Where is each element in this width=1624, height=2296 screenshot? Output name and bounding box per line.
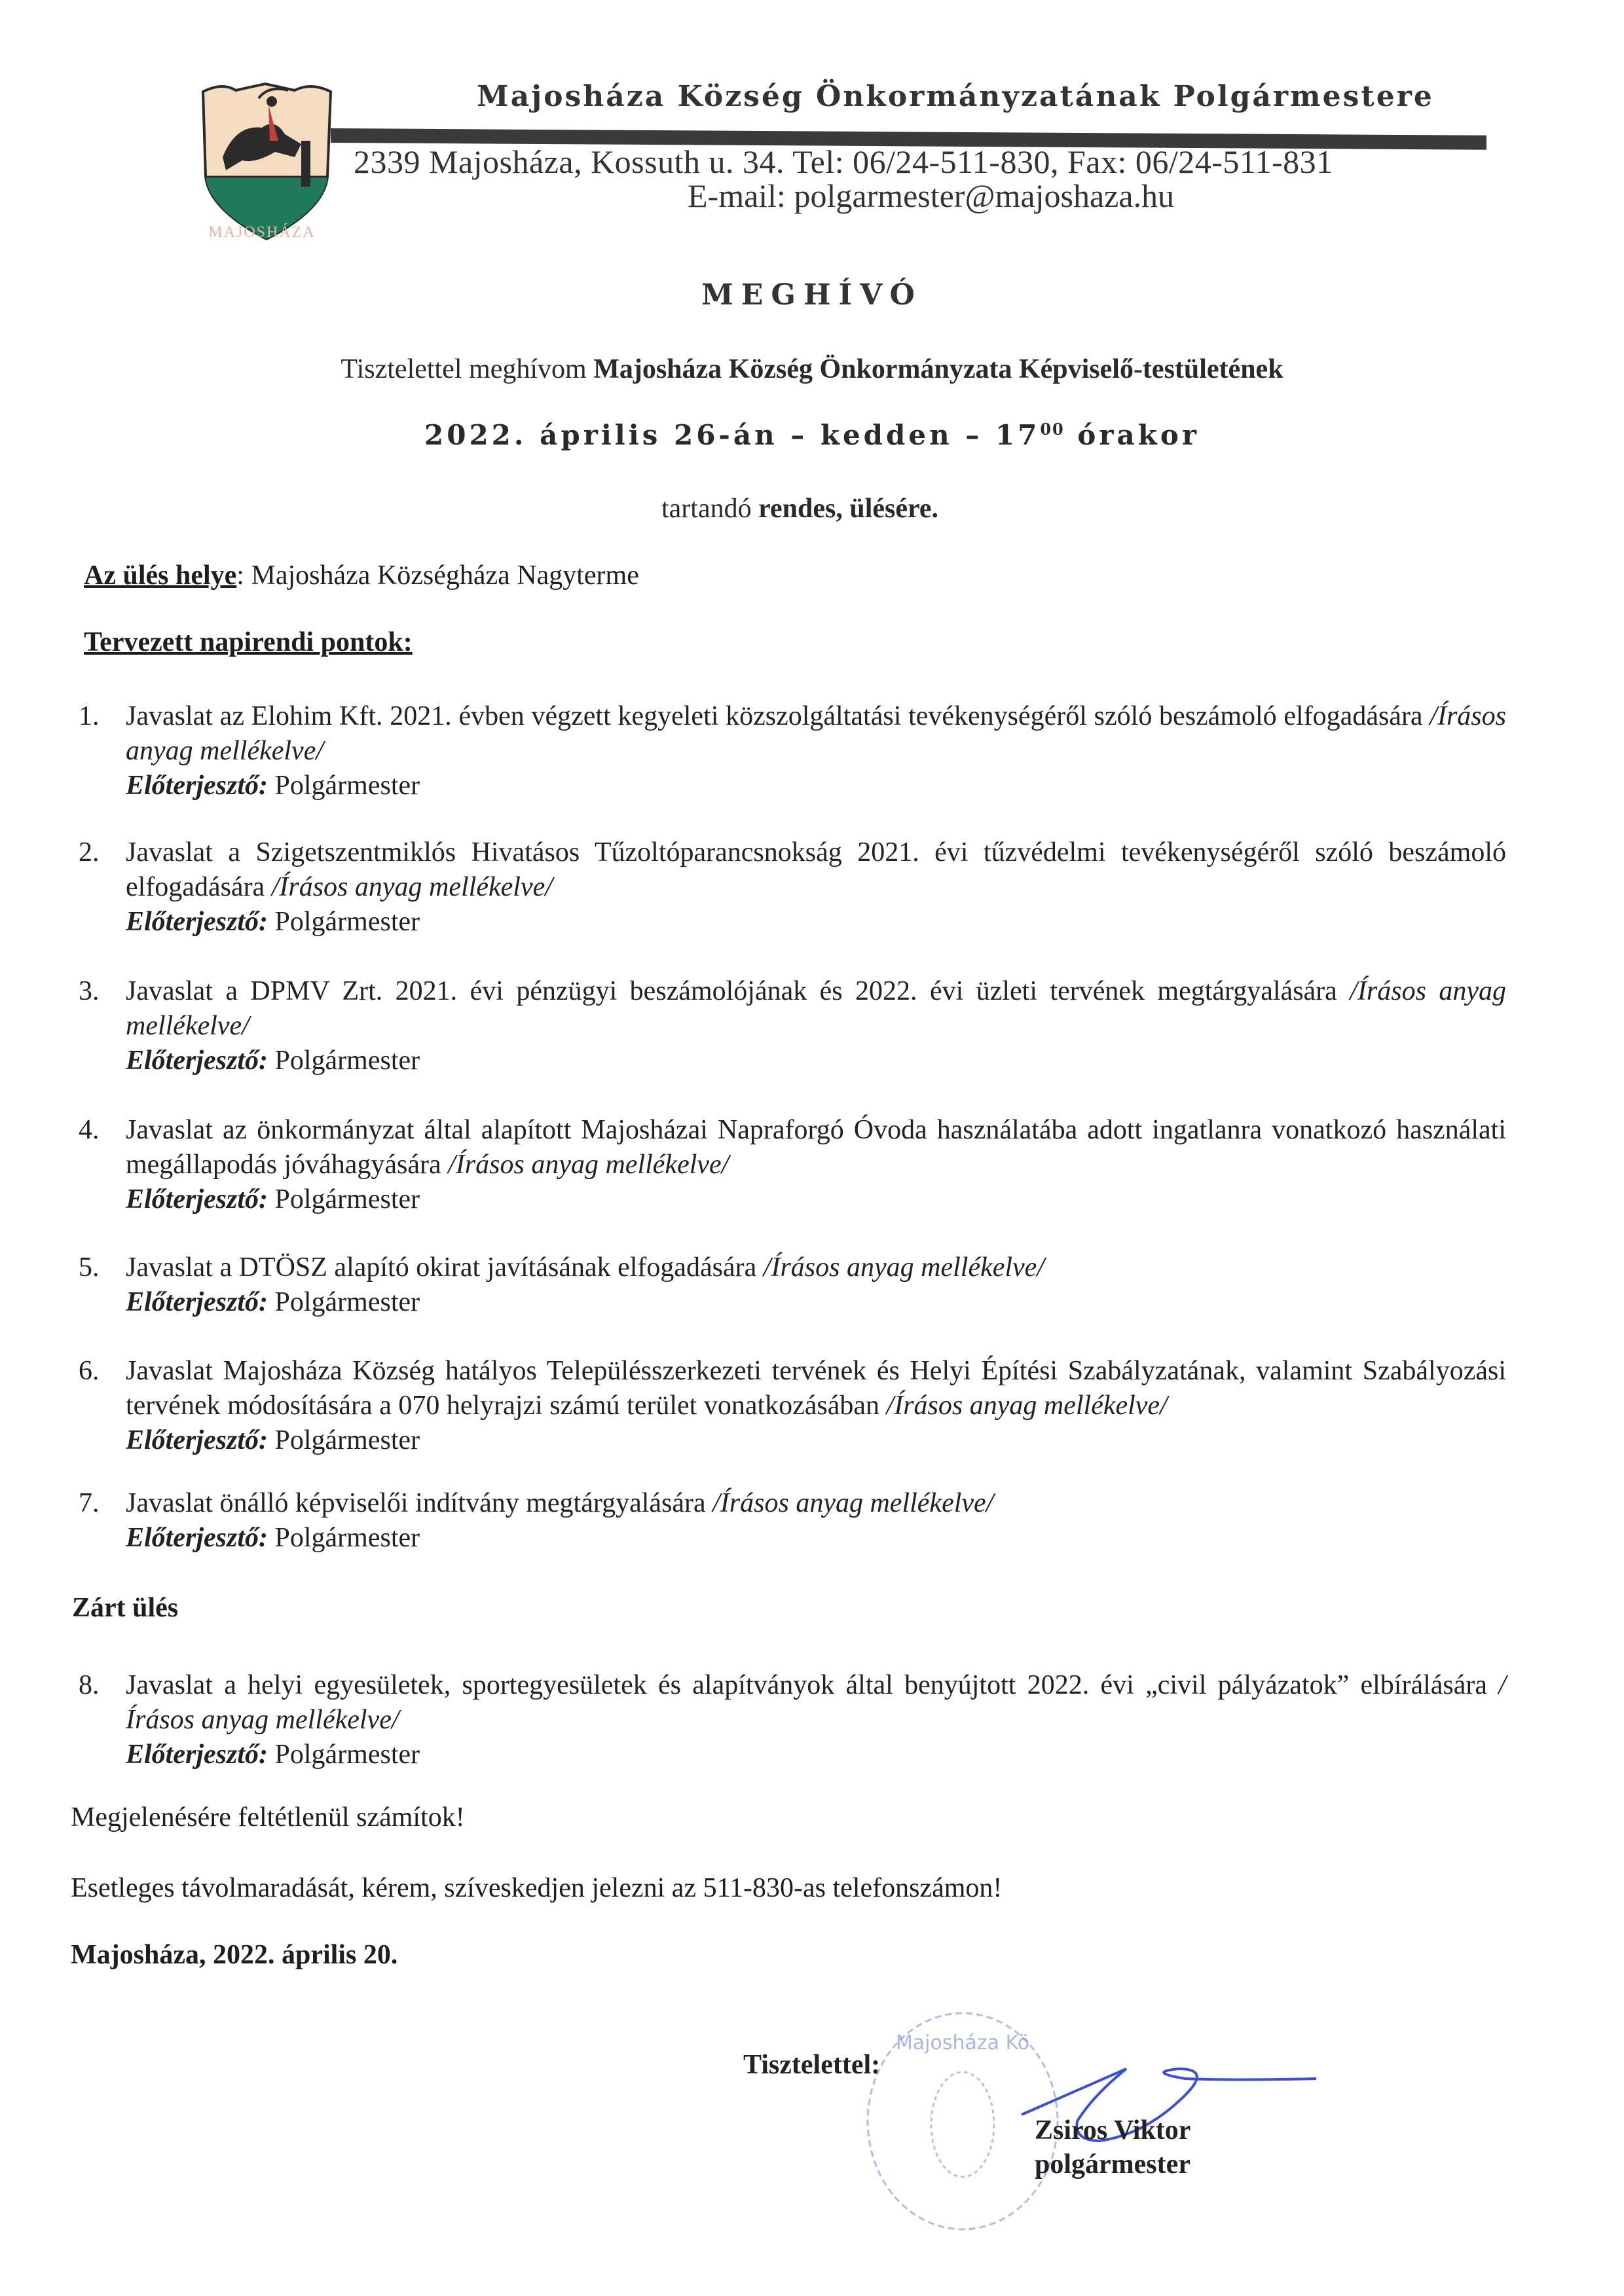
session-line <box>661 493 938 524</box>
presenter-value: Polgármester <box>274 1287 420 1317</box>
agenda-heading-text: Tervezett napirendi pontok: <box>84 627 413 657</box>
letterhead-title: Majosháza Község Önkormányzatának Polgármestere <box>477 80 1434 113</box>
agenda-item-number: 1. <box>79 701 100 731</box>
signatory-role: polgármester <box>1035 2149 1190 2179</box>
logo-caption: MAJOSHÁZA <box>208 224 316 241</box>
agenda-item: 4. Javaslat az önkormányzat által alapított Majosházai Napraforgó Óvoda használatába adott ingatlanra vonatkozó használati megállapodás jóváhagyására /Írásos anyag mellékelve/ Előterjesztő: Polgármester <box>79 1113 1506 1217</box>
document-title: MEGHÍVÓ <box>701 278 923 312</box>
agenda-item: 6. Javaslat Majosháza Község hatályos Településszerkezeti tervének és Helyi Építési Szabályzatának, valamint Szabályozási tervének módosítására a 070 helyrajzi számú terület vonatkozásában /Írásos anyag mellékelve/ Előterjesztő: Polgármester <box>79 1354 1506 1458</box>
venue-line <box>84 560 639 591</box>
presenter-label: Előterjesztő <box>126 1184 259 1214</box>
agenda-item-text: Javaslat a DTÖSZ alapító okirat javításának elfogadására <box>126 1252 764 1283</box>
agenda-item-number: 7. <box>79 1488 100 1518</box>
agenda-item-number: 4. <box>79 1115 100 1145</box>
agenda-item-note: /Írásos anyag mellékelve/ <box>271 872 553 902</box>
agenda-item-note: /Írásos anyag mellékelve/ <box>126 701 1506 766</box>
coat-of-arms-icon <box>196 79 337 242</box>
presenter-label: Előterjesztő <box>126 907 259 937</box>
agenda-item-number: 8. <box>79 1670 100 1700</box>
svg-text:Majosháza Kö: Majosháza Kö <box>895 2032 1030 2054</box>
agenda-item-note: /Írásos anyag mellékelve/ <box>886 1391 1168 1421</box>
agenda-item: 8. Javaslat a helyi egyesületek, sportegyesületek és alapítványok által benyújtott 2022. évi „civil pályázatok” elbírálására /Írásos anyag mellékelve/ Előterjesztő: Polgármester <box>79 1668 1506 1772</box>
signature-greeting: Tisztelettel: <box>743 2050 881 2080</box>
agenda-item-text: Javaslat a DPMV Zrt. 2021. évi pénzügyi beszámolójának és 2022. évi üzleti tervének megtárgyalására <box>126 976 1350 1006</box>
venue-label: Az ülés helye <box>84 560 237 591</box>
agenda-item-text: Javaslat a helyi egyesületek, sportegyesületek és alapítványok által benyújtott 2022. évi „civil pályázatok” elbírálására <box>126 1670 1499 1700</box>
presenter-label: Előterjesztő <box>126 771 259 801</box>
agenda-item-number: 2. <box>79 837 100 867</box>
meeting-date: 2022. április 26-án – kedden – 17 <box>424 419 1041 451</box>
agenda-item-text: Javaslat az önkormányzat által alapított Majosházai Napraforgó Óvoda használatába adott ingatlanra vonatkozó használati megállapodás jóváhagyására <box>126 1115 1506 1180</box>
closed-session-heading: Zárt ülés <box>72 1593 179 1623</box>
session-prefix: tartandó <box>661 494 759 524</box>
agenda-item-text: Javaslat Majosháza Község hatályos Településszerkezeti tervének és Helyi Építési Szabályzatának, valamint Szabályozási tervének módosítására a 070 helyrajzi számú terület vonatkozásában <box>126 1356 1506 1421</box>
letterhead-address: 2339 Majosháza, Kossuth u. 34. Tel: 06/24-511-830, Fax: 06/24-511-831 <box>354 143 1333 180</box>
presenter-value: Polgármester <box>274 771 420 801</box>
agenda-item-note: /Írásos anyag mellékelve/ <box>126 1670 1506 1735</box>
presenter-label: Előterjesztő <box>126 1425 259 1455</box>
agenda-item-note: /Írásos anyag mellékelve/ <box>763 1252 1044 1283</box>
closing-line-1: Megjelenésére feltétlenül számítok! <box>71 1802 465 1832</box>
closing-line-2: Esetleges távolmaradását, kérem, szíveskedjen jelezni az 511-830-as telefonszámon! <box>71 1873 1003 1903</box>
agenda-item-note: /Írásos anyag mellékelve/ <box>448 1150 729 1180</box>
invitation-prefix: Tisztelettel meghívom <box>341 354 594 384</box>
presenter-value: Polgármester <box>274 907 420 937</box>
agenda-item-note: /Írásos anyag mellékelve/ <box>712 1488 994 1518</box>
agenda-item-text: Javaslat az Elohim Kft. 2021. évben végzett kegyeleti közszolgáltatási tevékenységéről szóló beszámoló elfogadására <box>126 701 1430 731</box>
venue-separator: : <box>236 560 251 591</box>
presenter-value: Polgármester <box>274 1046 420 1076</box>
signatory-name: Zsiros Viktor <box>1035 2115 1191 2145</box>
agenda-item-text: Javaslat önálló képviselői indítvány megtárgyalására <box>126 1488 713 1518</box>
agenda-item-number: 3. <box>79 976 100 1006</box>
agenda-item: 7. Javaslat önálló képviselői indítvány megtárgyalására /Írásos anyag mellékelve/ Előterjesztő: Polgármester <box>79 1486 1506 1556</box>
presenter-label: Előterjesztő <box>126 1287 259 1317</box>
agenda-item: 1. Javaslat az Elohim Kft. 2021. évben végzett kegyeleti közszolgáltatási tevékenységéről szóló beszámoló elfogadására /Írásos anyag mellékelve/ Előterjesztő: Polgármester <box>79 699 1506 803</box>
presenter-label: Előterjesztő <box>126 1046 259 1076</box>
presenter-value: Polgármester <box>274 1425 420 1455</box>
presenter-label: Előterjesztő <box>126 1740 259 1770</box>
venue-value: Majosháza Községháza Nagyterme <box>251 560 639 591</box>
agenda-item-text: Javaslat a Szigetszentmiklós Hivatásos Tűzoltóparancsnokság 2021. évi tűzvédelmi tevékenységéről szóló beszámoló elfogadására <box>126 837 1506 902</box>
agenda-item: 5. Javaslat a DTÖSZ alapító okirat javításának elfogadására /Írásos anyag mellékelve/ Előterjesztő: Polgármester <box>79 1250 1506 1320</box>
meeting-time-suffix: órakor <box>1064 419 1200 451</box>
agenda-heading <box>84 627 413 658</box>
letterhead-email: E-mail: polgarmester@majoshaza.hu <box>688 177 1175 214</box>
place-date: Majosháza, 2022. április 20. <box>71 1940 398 1970</box>
presenter-value: Polgármester <box>274 1523 420 1553</box>
meeting-time-minutes: 00 <box>1040 420 1065 439</box>
agenda-item-number: 5. <box>79 1252 100 1283</box>
agenda-item: 2. Javaslat a Szigetszentmiklós Hivatásos Tűzoltóparancsnokság 2021. évi tűzvédelmi tevékenységéről szóló beszámoló elfogadására /Írásos anyag mellékelve/ Előterjesztő: Polgármester <box>79 835 1506 939</box>
agenda-item: 3. Javaslat a DPMV Zrt. 2021. évi pénzügyi beszámolójának és 2022. évi üzleti tervének megtárgyalására /Írásos anyag mellékelve/ Előterjesztő: Polgármester <box>79 974 1506 1078</box>
invitation-body: Majosháza Község Önkormányzata Képviselő-testületének <box>593 354 1283 384</box>
presenter-label: Előterjesztő <box>126 1523 259 1553</box>
meeting-datetime <box>0 419 1624 451</box>
invitation-line <box>0 354 1624 385</box>
agenda-item-number: 6. <box>79 1356 100 1386</box>
presenter-value: Polgármester <box>274 1184 420 1214</box>
agenda-item-note: /Írásos anyag mellékelve/ <box>126 976 1506 1041</box>
presenter-value: Polgármester <box>274 1740 420 1770</box>
session-type: rendes, ülésére. <box>758 494 939 524</box>
